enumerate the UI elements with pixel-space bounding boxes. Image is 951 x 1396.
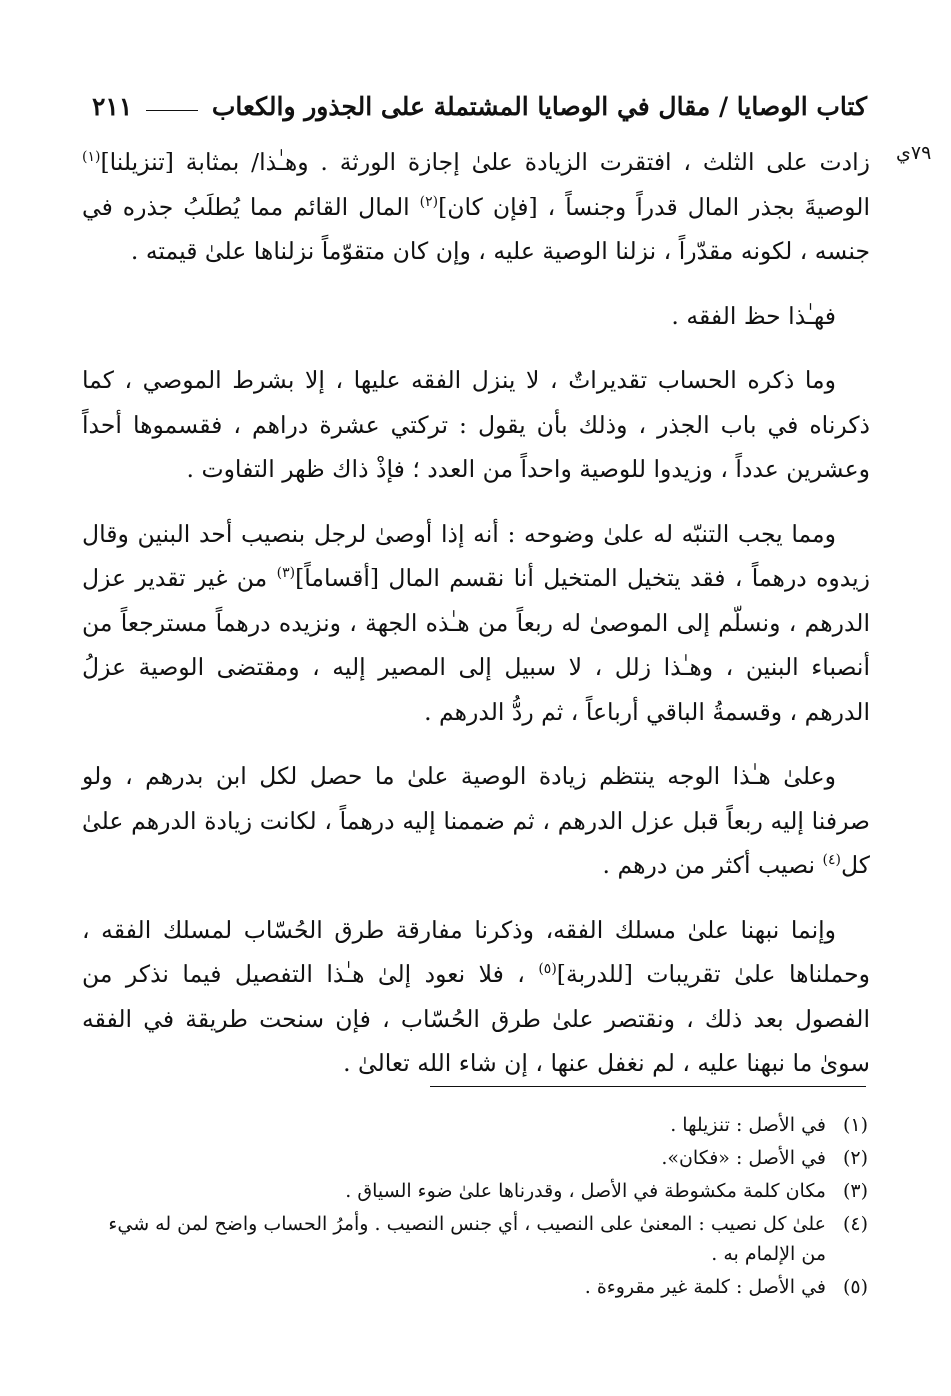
footnote-marker: (١): [82, 149, 101, 165]
footnote-marker: (٣): [276, 565, 296, 581]
paragraph: [82, 294, 870, 339]
footnote-number: (١): [842, 1114, 868, 1136]
footnote: [82, 1110, 868, 1140]
margin-folio-note: ٧٩ي: [896, 142, 932, 164]
text-run: زادت على الثلث ، افتقرت الزيادة علىٰ إجازة الورثة . وهـٰذا/ بمثابة [تنزيلنا]: [100, 148, 870, 176]
footnote-separator: [430, 1086, 866, 1087]
header-rule: [146, 110, 198, 111]
paragraph: [82, 358, 870, 492]
running-header: [92, 86, 867, 126]
page-number: ٢١١: [92, 91, 133, 121]
text-run: فهـٰذا حظ الفقه .: [671, 301, 836, 330]
main-text: [82, 140, 870, 1106]
footnote-number: (٤): [842, 1213, 868, 1235]
footnote-marker: (٥): [538, 961, 557, 977]
footnote: [82, 1143, 868, 1173]
text-run: الوصيةَ بجذر المال قدراً وجنساً ، [فإن كان]: [438, 192, 870, 221]
footnote-number: (٥): [842, 1276, 868, 1298]
text-run: وعلىٰ هـٰذا الوجه ينتظم زيادة الوصية علىٰ ما حصل لكل ابن بدرهم ، ولو صرفنا إليه ربعاً قبل عزل الدرهم ، ثم ضممنا إليه درهماً ، لكانت زيادة الدرهم علىٰ كل: [82, 762, 870, 879]
text-run: وما ذكره الحساب تقديراتٌ ، لا ينزل الفقه عليها ، إلا بشرط الموصي ، كما ذكرناه في باب الجذر ، وذلك بأن يقول : تركتي عشرة دراهم ، فقسموها أحداً وعشرين عدداً ، وزيدوا للوصية واحداً من العدد ؛ فإذْ ذاك ظهر التفاوت .: [82, 366, 870, 483]
text-run: ومما يجب التنبّه له علىٰ وضوحه : أنه إذا أوصىٰ لرجل بنصيب أحد البنين وقال زيدوه درهماً ، فقد يتخيل المتخيل أنا نقسم المال [أقساماً]: [82, 519, 870, 592]
paragraph: [82, 512, 870, 735]
footnote-text: في الأصل : تنزيلها .: [670, 1114, 826, 1136]
footnote: [82, 1272, 868, 1302]
footnote: [82, 1176, 868, 1206]
paragraph: [82, 754, 870, 888]
footnote: [82, 1209, 868, 1269]
footnote-text: في الأصل : كلمة غير مقروءة .: [584, 1276, 826, 1298]
text-run: وإنما نبهنا علىٰ مسلك الفقه، وذكرنا مفارقة طرق الحُسّاب لمسلك الفقه ، وحملناها علىٰ تقريبات [للدربة]: [82, 915, 870, 988]
text-run: نصيب أكثر من درهم .: [602, 851, 823, 879]
header-title: كتاب الوصايا / مقال في الوصايا المشتملة على الجذور والكعاب: [211, 91, 867, 121]
footnote-text: علىٰ كل نصيب : المعنىٰ على النصيب ، أي جنس النصيب . وأمرُ الحساب واضح لمن له شيء من الإلمام به .: [108, 1213, 826, 1265]
footnote-marker: (٤): [822, 852, 841, 868]
text-run: المال القائم مما يُطلَبُ جذره في جنسه ، لكونه مقدّراً ، نزلنا الوصية عليه ، وإن كان متقوّماً نزلناها علىٰ قيمته .: [82, 192, 870, 265]
footnotes: [82, 1110, 868, 1305]
paragraph: [82, 140, 870, 274]
text-run: من غير تقدير عزل الدرهم ، ونسلّم إلى الموصىٰ له ربعاً من هـٰذه الجهة ، ونزيده درهماً مسترجعاً من أنصباء البنين ، وهـٰذا زلل ، لا سبيل إلى المصير إليه ، ومقتضى الوصية عزلُ الدرهم ، وقسمةُ الباقي أرباعاً ، ثم ردُّ الدرهم .: [82, 564, 870, 726]
footnote-number: (٢): [842, 1147, 868, 1169]
footnote-text: في الأصل : «فكان».: [661, 1147, 826, 1169]
paragraph: [82, 908, 870, 1086]
text-run: ، فلا نعود إلىٰ هـٰذا التفصيل فيما نذكر من الفصول بعد ذلك ، ونقتصر علىٰ طرق الحُسّاب ، فإن سنحت طريقة في الفقه سوىٰ ما نبهنا عليه ، لم نغفل عنها ، إن شاء الله تعالىٰ .: [82, 960, 870, 1077]
footnote-marker: (٢): [419, 193, 439, 210]
footnote-number: (٣): [842, 1180, 868, 1202]
footnote-text: مكان كلمة مكشوطة في الأصل ، وقدرناها علىٰ ضوء السياق .: [345, 1180, 826, 1202]
